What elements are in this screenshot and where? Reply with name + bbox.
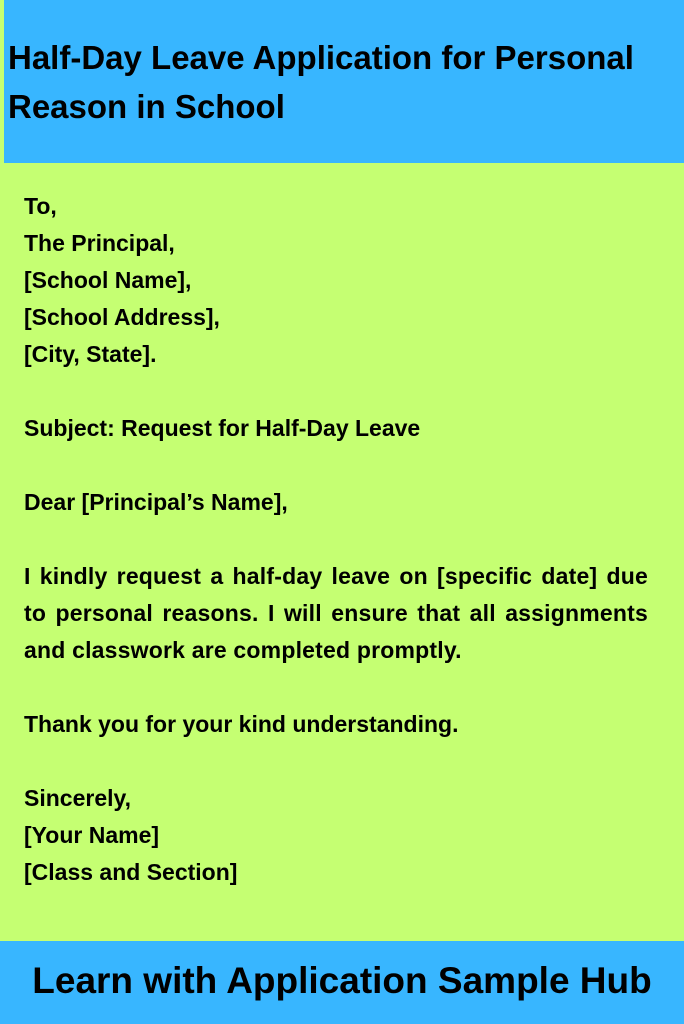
letter-closing: Sincerely, (24, 785, 131, 811)
signature-name: [Your Name] (24, 822, 160, 848)
spacer (24, 447, 648, 484)
address-school-address: [School Address], (24, 304, 220, 330)
footer-banner (0, 941, 684, 1024)
address-school-name: [School Name], (24, 267, 192, 293)
page-title: Half-Day Leave Application for Personal Reason in School (8, 39, 634, 125)
letter-subject: Subject: Request for Half-Day Leave (24, 415, 421, 441)
signature-class: [Class and Section] (24, 859, 238, 885)
letter-body (24, 188, 648, 891)
letter-paragraph: I kindly request a half-day leave on [specific date] due to personal reasons. I will ensure that all assignments and classwork are completed promptly. (24, 563, 648, 663)
letter-thanks: Thank you for your kind understanding. (24, 711, 459, 737)
header-banner (4, 0, 684, 163)
spacer (24, 373, 648, 410)
address-recipient: The Principal, (24, 230, 175, 256)
letter-salutation: Dear [Principal’s Name], (24, 489, 288, 515)
spacer (24, 669, 648, 706)
spacer (24, 743, 648, 780)
spacer (24, 521, 648, 558)
address-to: To, (24, 193, 57, 219)
address-city-state: [City, State]. (24, 341, 157, 367)
footer-text: Learn with Application Sample Hub (32, 960, 652, 1001)
